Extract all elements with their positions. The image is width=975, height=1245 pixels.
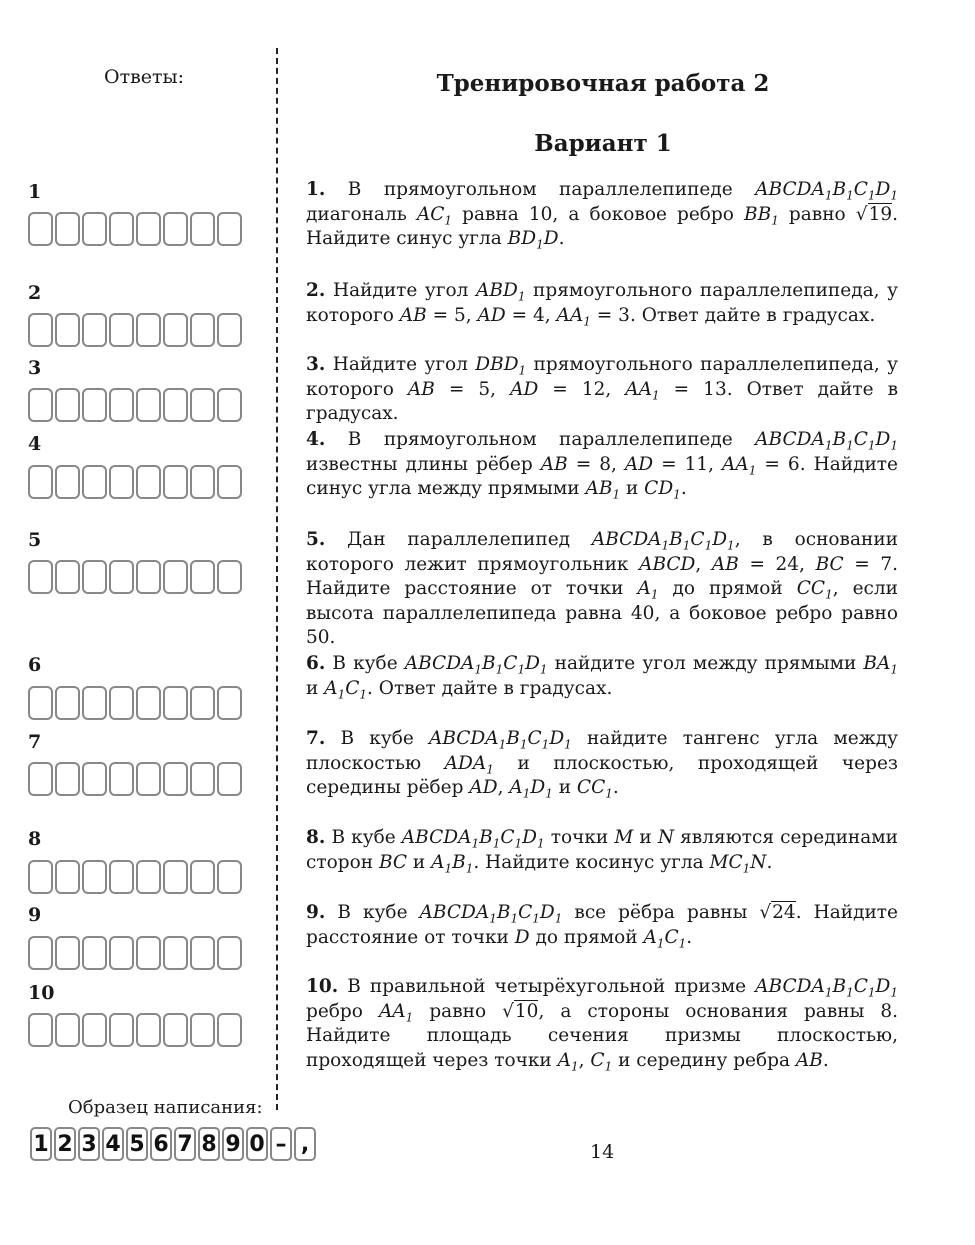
problem-1 [306,178,898,252]
problem-text: В прямоугольном параллелепипеде $ABCDA_1B_1C_1D_1$ диагональ $AC_1$ равна 10, а боковое ребро $BB_1$ равно √19. Найдите синус угла $BD_1D$. [306,179,898,252]
sample-char: 8 [198,1127,220,1161]
problem-number: 5. [306,529,326,550]
answer-number-10: 10 [28,982,55,1004]
sample-char: 9 [222,1127,244,1161]
answer-cell[interactable] [55,465,80,499]
sample-char: 3 [78,1127,100,1161]
answer-cell[interactable] [82,388,107,422]
answers-label: Ответы: [104,66,185,88]
answer-cell[interactable] [28,762,53,796]
sample-char: 2 [54,1127,76,1161]
answer-cell[interactable] [55,686,80,720]
answer-cell[interactable] [163,388,188,422]
sample-char: 1 [30,1127,52,1161]
problem-3 [306,353,898,427]
answer-cell[interactable] [109,936,134,970]
answer-cell[interactable] [163,936,188,970]
variant-title: Вариант 1 [534,130,672,157]
answer-box-row-7[interactable] [28,762,242,796]
answer-cell[interactable] [190,686,215,720]
answer-cell[interactable] [82,465,107,499]
answer-cell[interactable] [136,936,161,970]
answer-cell[interactable] [217,860,242,894]
sample-row [30,1127,316,1161]
answer-cell[interactable] [109,560,134,594]
answer-box-row-9[interactable] [28,936,242,970]
answer-box-row-6[interactable] [28,686,242,720]
problem-text: Найдите угол $ABD_1$ прямоугольного параллелепипеда, у которого AB = 5, AD = 4, $AA_1 = 3$. Ответ дайте в градусах. [306,280,898,329]
problem-4 [306,428,898,502]
answer-number-5: 5 [28,529,42,551]
answer-box-row-1[interactable] [28,212,242,246]
answer-number-4: 4 [28,433,42,455]
problem-5 [306,528,898,651]
answer-number-2: 2 [28,282,42,304]
answer-cell[interactable] [82,560,107,594]
answer-cell[interactable] [190,212,215,246]
answer-box-row-2[interactable] [28,313,242,347]
answer-cell[interactable] [82,313,107,347]
answer-cell[interactable] [28,212,53,246]
answer-box-row-4[interactable] [28,465,242,499]
answer-cell[interactable] [82,686,107,720]
sample-char: 7 [174,1127,196,1161]
answer-cell[interactable] [163,212,188,246]
answer-cell[interactable] [109,212,134,246]
answer-cell[interactable] [55,560,80,594]
answer-cell[interactable] [190,465,215,499]
answer-cell[interactable] [55,1013,80,1047]
answer-cell[interactable] [82,212,107,246]
answer-cell[interactable] [217,762,242,796]
answer-box-row-5[interactable] [28,560,242,594]
answer-cell[interactable] [190,1013,215,1047]
problem-text: В кубе $ABCDA_1B_1C_1D_1$ все рёбра равны √24. Найдите расстояние от точки D до прямой $A_1C_1$. [306,902,898,951]
answer-cell[interactable] [109,313,134,347]
answer-cell[interactable] [217,465,242,499]
answer-cell[interactable] [82,1013,107,1047]
answer-cell[interactable] [190,388,215,422]
answer-cell[interactable] [136,762,161,796]
answer-cell[interactable] [190,313,215,347]
answer-cell[interactable] [28,560,53,594]
answer-cell[interactable] [28,936,53,970]
answer-cell[interactable] [217,936,242,970]
answer-cell[interactable] [55,388,80,422]
answer-cell[interactable] [136,465,161,499]
answer-cell[interactable] [217,686,242,720]
sample-char: – [270,1127,292,1161]
answer-cell[interactable] [109,860,134,894]
answer-cell[interactable] [109,1013,134,1047]
answer-cell[interactable] [190,560,215,594]
answer-cell[interactable] [163,762,188,796]
problem-8 [306,826,898,875]
answer-cell[interactable] [55,313,80,347]
answer-cell[interactable] [217,313,242,347]
sample-char: 4 [102,1127,124,1161]
answer-cell[interactable] [163,1013,188,1047]
answer-cell[interactable] [217,1013,242,1047]
problem-number: 2. [306,280,326,301]
answer-cell[interactable] [55,762,80,796]
answer-cell[interactable] [163,313,188,347]
answer-cell[interactable] [136,560,161,594]
problem-2 [306,279,898,328]
problem-text: В прямоугольном параллелепипеде $ABCDA_1B_1C_1D_1$ известны длины рёбер AB = 8, AD = 11, $AA_1 = 6$. Найдите синус угла между прямыми $AB_1$ и $CD_1$. [306,429,898,502]
problem-number: 8. [306,827,326,848]
problem-text: В правильной четырёхугольной призме $ABCDA_1B_1C_1D_1$ ребро $AA_1$ равно √10, а стороны основания равны 8. Найдите площадь сечения призмы плоскостью, проходящей через точки $A_1$, $C_1$ и середину ребра AB. [306,976,898,1074]
sample-char: 5 [126,1127,148,1161]
problem-7 [306,727,898,801]
problem-10 [306,975,898,1073]
answer-cell[interactable] [163,686,188,720]
problem-9 [306,901,898,950]
answer-box-row-8[interactable] [28,860,242,894]
answer-cell[interactable] [136,388,161,422]
problem-6 [306,652,898,701]
answer-cell[interactable] [109,686,134,720]
problem-number: 1. [306,179,326,200]
answer-cell[interactable] [136,686,161,720]
answer-cell[interactable] [190,860,215,894]
problem-number: 3. [306,354,326,375]
page-divider [276,48,278,1110]
answer-cell[interactable] [55,936,80,970]
problem-text: Дан параллелепипед $ABCDA_1B_1C_1D_1$, в основании которого лежит прямоугольник ABCD, AB = 24, BC = 7. Найдите расстояние от точки $A_1$ до прямой $CC_1$, если высота параллелепипеда равна 40, а боковое ребро равно 50. [306,529,898,648]
answer-cell[interactable] [217,212,242,246]
answer-cell[interactable] [109,762,134,796]
answer-cell[interactable] [82,762,107,796]
answer-number-3: 3 [28,357,42,379]
answer-cell[interactable] [28,465,53,499]
answer-cell[interactable] [109,388,134,422]
answer-cell[interactable] [28,686,53,720]
problem-text: Найдите угол $DBD_1$ прямоугольного параллелепипеда, у которого AB = 5, AD = 12, $AA_1 = 13$. Ответ дайте в градусах. [306,354,898,424]
problem-text: В кубе $ABCDA_1B_1C_1D_1$ найдите угол между прямыми $BA_1$ и $A_1C_1$. Ответ дайте в градусах. [306,653,898,702]
answer-cell[interactable] [136,860,161,894]
answer-cell[interactable] [28,313,53,347]
answer-cell[interactable] [163,560,188,594]
answer-cell[interactable] [55,212,80,246]
sample-char: 0 [246,1127,268,1161]
answer-cell[interactable] [217,560,242,594]
answer-cell[interactable] [82,860,107,894]
answer-cell[interactable] [190,762,215,796]
answer-number-6: 6 [28,654,42,676]
answer-cell[interactable] [55,860,80,894]
answer-number-1: 1 [28,181,42,203]
answer-cell[interactable] [163,465,188,499]
answer-cell[interactable] [28,388,53,422]
sample-char: , [294,1127,316,1161]
problem-number: 10. [306,976,339,997]
answer-cell[interactable] [136,313,161,347]
answer-cell[interactable] [28,860,53,894]
problem-number: 4. [306,429,326,450]
answer-box-row-3[interactable] [28,388,242,422]
page-number: 14 [590,1141,615,1163]
answer-cell[interactable] [163,860,188,894]
answer-cell[interactable] [28,1013,53,1047]
problem-number: 9. [306,902,326,923]
answer-number-8: 8 [28,828,42,850]
page-title: Тренировочная работа 2 [436,70,770,97]
answer-cell[interactable] [109,465,134,499]
answer-cell[interactable] [136,1013,161,1047]
problem-text: В кубе $ABCDA_1B_1C_1D_1$ найдите тангенс угла между плоскостью $ADA_1$ и плоскостью, проходящей через середины рёбер AD, $A_1D_1$ и $CC_1$. [306,728,898,801]
problem-number: 7. [306,728,326,749]
sample-char: 6 [150,1127,172,1161]
answer-box-row-10[interactable] [28,1013,242,1047]
answer-cell[interactable] [136,212,161,246]
answer-number-7: 7 [28,731,42,753]
problem-text: В кубе $ABCDA_1B_1C_1D_1$ точки M и N являются серединами сторон BC и $A_1B_1$. Найдите косинус угла $MC_1N$. [306,827,899,876]
answer-number-9: 9 [28,904,42,926]
answer-cell[interactable] [217,388,242,422]
problem-number: 6. [306,653,326,674]
answer-cell[interactable] [190,936,215,970]
sample-label: Образец написания: [68,1097,263,1118]
answer-cell[interactable] [82,936,107,970]
